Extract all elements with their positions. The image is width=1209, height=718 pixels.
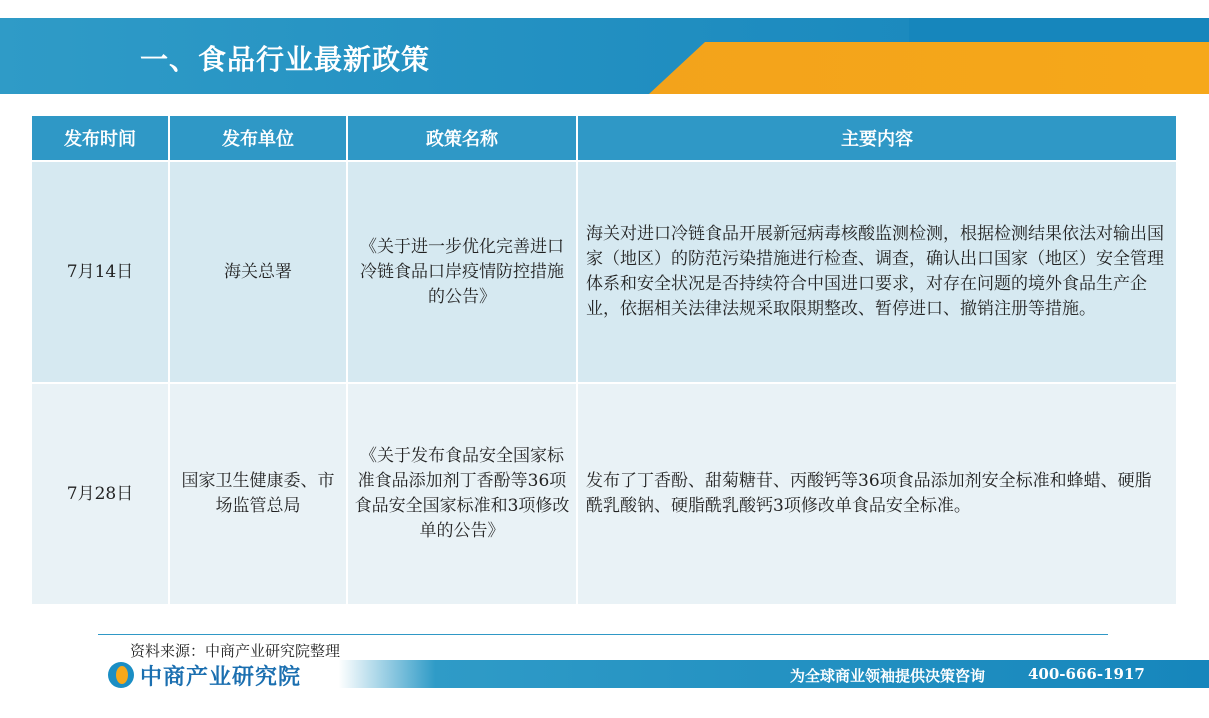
cell-content: 发布了丁香酚、甜菊糖苷、丙酸钙等36项食品添加剂安全标准和蜂蜡、硬脂酰乳酸钠、硬脂酰乳酸钙3项修改单食品安全标准。 [578, 384, 1176, 604]
cell-date: 7月28日 [32, 384, 168, 604]
source-note: 资料来源：中商产业研究院整理 [130, 642, 341, 660]
column-header-agency: 发布单位 [170, 116, 346, 160]
header-band [0, 18, 1209, 94]
column-header-policy: 政策名称 [348, 116, 576, 160]
cell-agency: 海关总署 [170, 162, 346, 382]
company-logo [108, 660, 301, 690]
logo-text: 中商产业研究院 [140, 664, 302, 690]
table-header-row [32, 116, 1176, 160]
logo-mark-icon [108, 662, 134, 688]
column-header-date: 发布时间 [32, 116, 168, 160]
cell-policy: 《关于进一步优化完善进口冷链食品口岸疫情防控措施的公告》 [348, 162, 576, 382]
header-orange-band [649, 42, 1209, 94]
footer-phone: 400-666-1917 [1028, 665, 1145, 683]
cell-content: 海关对进口冷链食品开展新冠病毒核酸监测检测，根据检测结果依法对输出国家（地区）的防范污染措施进行检查、调查，确认出口国家（地区）安全管理体系和安全状况是否持续符合中国进口要求，对存在问题的境外食品生产企业，依据相关法律法规采取限期整改、暂停进口、撤销注册等措施。 [578, 162, 1176, 382]
source-divider [98, 634, 1108, 635]
footer-slogan: 为全球商业领袖提供决策咨询 [790, 667, 986, 685]
table-row [32, 384, 1176, 604]
header-cap [909, 18, 1209, 42]
cell-agency: 国家卫生健康委、市场监管总局 [170, 384, 346, 604]
policy-table [30, 114, 1178, 606]
column-header-content: 主要内容 [578, 116, 1176, 160]
table-row [32, 162, 1176, 382]
cell-date: 7月14日 [32, 162, 168, 382]
cell-policy: 《关于发布食品安全国家标准食品添加剂丁香酚等36项食品安全国家标准和3项修改单的公告》 [348, 384, 576, 604]
page-title: 一、食品行业最新政策 [140, 43, 431, 76]
